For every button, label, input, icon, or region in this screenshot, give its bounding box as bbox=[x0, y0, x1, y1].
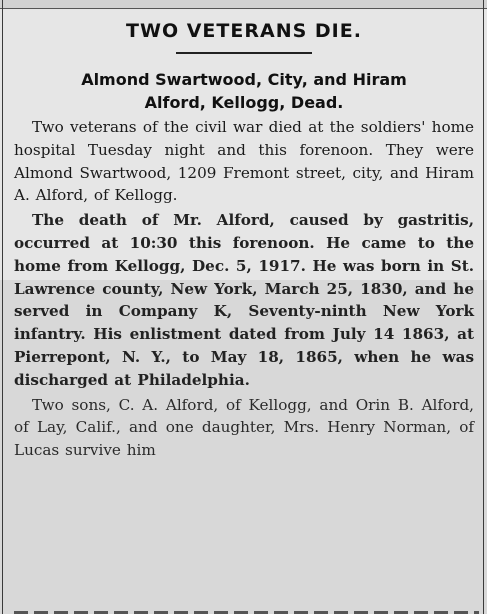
article-headline: TWO VETERANS DIE. bbox=[126, 20, 362, 42]
headline-divider bbox=[176, 52, 312, 54]
column-rule-left bbox=[2, 0, 3, 614]
previous-article-edge bbox=[0, 0, 487, 9]
paragraph-survivors: Two sons, C. A. Alford, of Kellogg, and Orin B. Alford, of Lay, Calif., and one daughter, Mrs. Henry Norman, of Lucas survive him bbox=[14, 395, 474, 460]
cut-off-next-line bbox=[14, 606, 479, 614]
article-subhead-line-2: Alford, Kellogg, Dead. bbox=[144, 93, 344, 112]
paragraph-veterans-died: Two veterans of the civil war died at the soldiers' home hospital Tuesday night and this forenoon. They were Almond Swartwood, 1209 Fremont street, city, and Hiram A. Alford, of Kellogg. bbox=[14, 118, 474, 205]
paragraph-alford-death: The death of Mr. Alford, caused by gastritis, occurred at 10:30 this forenoon. He came to the home from Kellogg, Dec. 5, 1917. He was born in St. Lawrence county, New York, March 25, 1830, and he served in Company K, Seventy-ninth New York infantry. His enlistment dated from July 14 1863, at Pierrepont, N. Y., to May 18, 1865, when he was discharged at Philadelphia. bbox=[14, 211, 474, 389]
article bbox=[14, 12, 474, 462]
article-subhead-line-1: Almond Swartwood, City, and Hiram bbox=[81, 70, 407, 89]
column-rule-right bbox=[483, 0, 484, 614]
